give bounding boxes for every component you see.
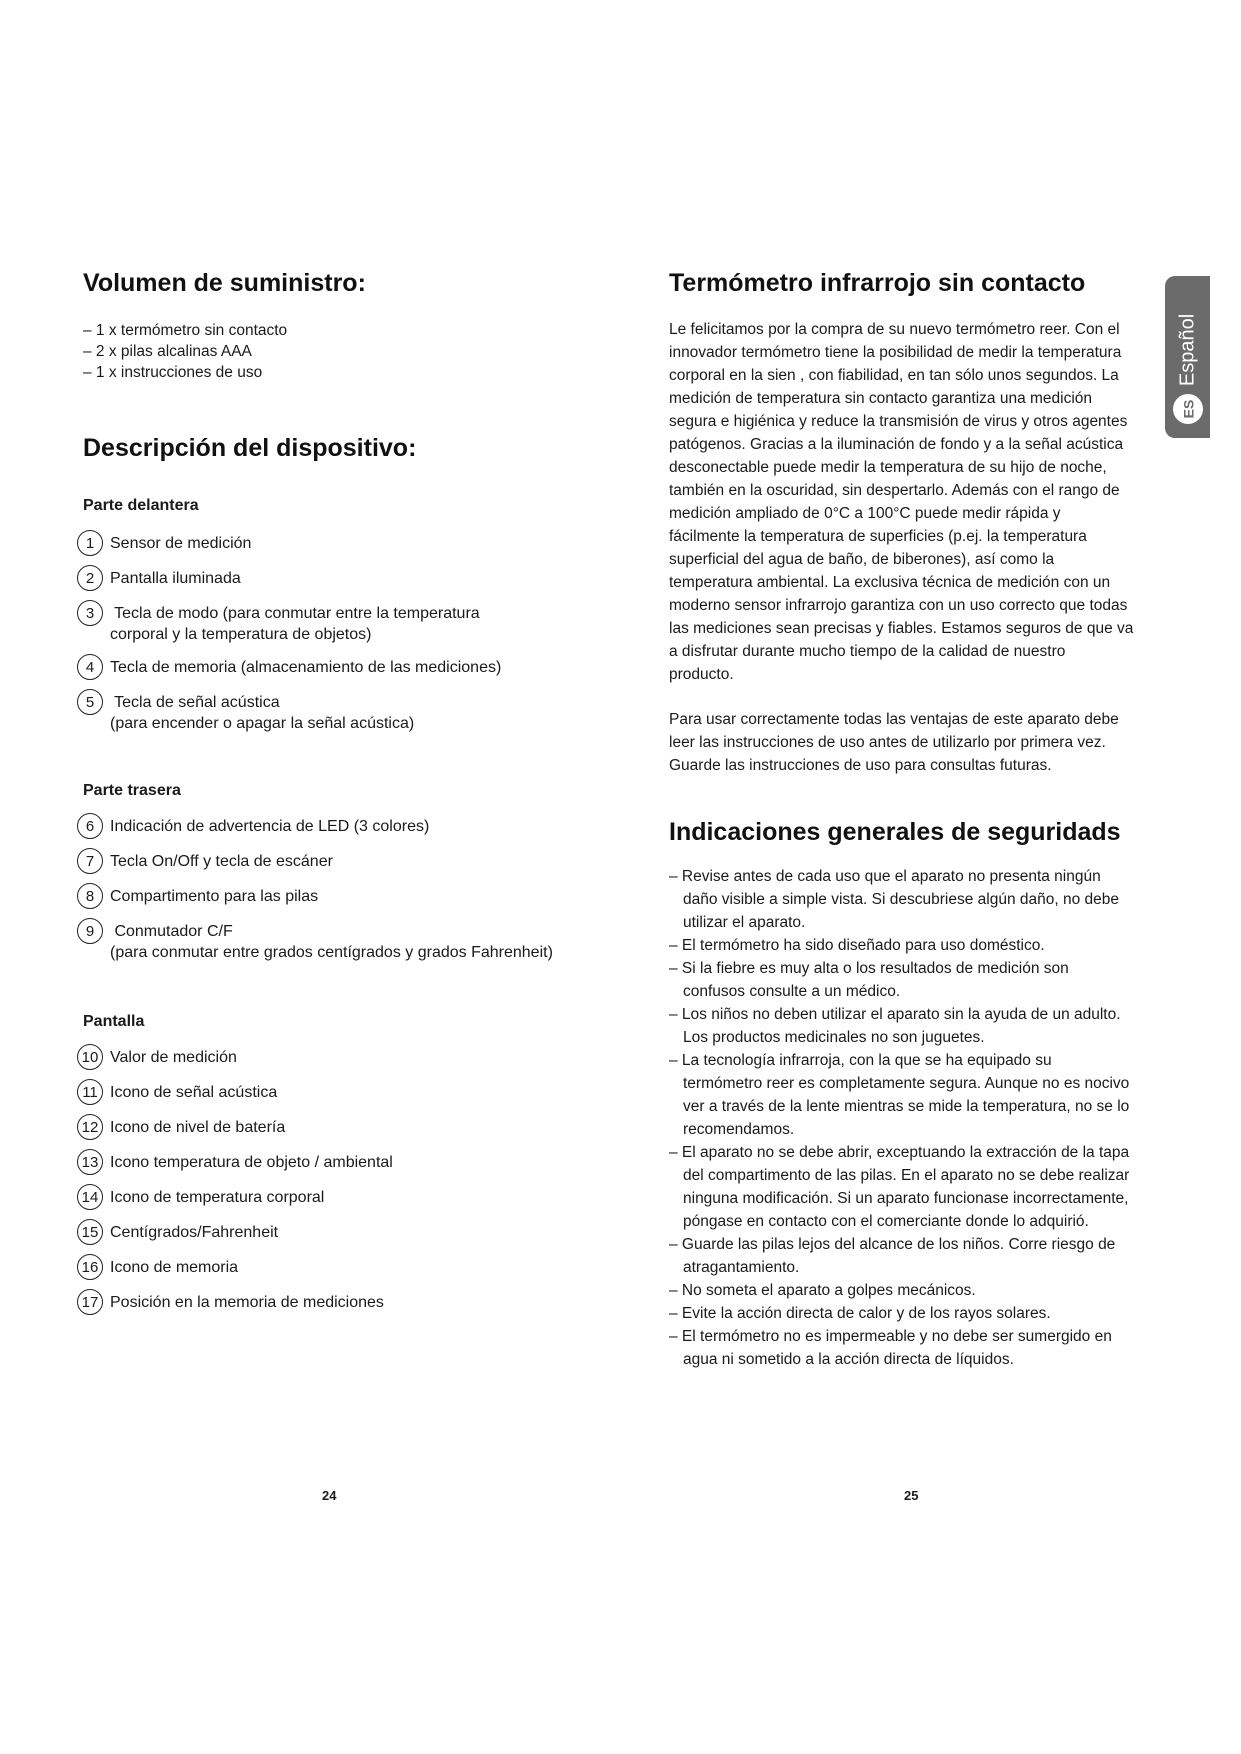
page-number-left: 24 <box>322 1488 337 1503</box>
number-badge: 17 <box>77 1289 103 1315</box>
list-item: – Si la fiebre es muy alta o los resultados de medición son confusos consulte a un médico. <box>669 960 1069 1000</box>
list-item <box>83 1082 603 1105</box>
supply-title: Volumen de suministro: <box>83 269 366 297</box>
number-badge: 12 <box>77 1114 103 1140</box>
page-number-right: 25 <box>904 1488 919 1503</box>
item-text: Conmutador C/F <box>110 923 233 940</box>
intro-title: Termómetro infrarrojo sin contacto <box>669 269 1086 297</box>
language-tab <box>1165 276 1210 438</box>
right-page <box>669 268 1134 1371</box>
list-item: – 1 x termómetro sin contacto <box>83 322 288 339</box>
list-item <box>83 816 603 839</box>
item-text: (para encender o apagar la señal acústica) <box>110 715 415 732</box>
list-item <box>83 1257 603 1280</box>
back-subtitle: Parte trasera <box>83 782 181 799</box>
list-item <box>83 603 603 645</box>
list-item <box>83 1047 603 1070</box>
list-item <box>83 921 603 963</box>
left-page <box>83 268 603 1327</box>
number-badge: 9 <box>77 918 103 944</box>
item-text: Icono de señal acústica <box>110 1084 278 1101</box>
item-text: Sensor de medición <box>110 535 252 552</box>
language-tab-label: Español <box>1176 313 1198 387</box>
number-badge: 10 <box>77 1044 103 1070</box>
list-item <box>83 1187 603 1210</box>
item-text: Compartimento para las pilas <box>110 888 319 905</box>
intro-paragraph: Le felicitamos por la compra de su nuevo termómetro reer. Con el innovador termómetro tiene la posibilidad de medir la temperatura corporal en la sien , con fiabilidad, en tan sólo unos segundos. La medición de temperatura sin contacto garantiza una medición segura e higiénica y reduce la transmisión de virus y otros agentes patógenos. Gracias a la iluminación de fondo y a la señal acústica desconectable puede medir la temperatura de su hijo de noche, también en la oscuridad, sin despertarlo. Además con el rango de medición ampliado de 0°C a 100°C puede medir rápida y fácilmente la temperatura de superficies (p.ej. la temperatura superficial del agua de baño, de biberones), así como la temperatura ambiental. La exclusiva técnica de medición con un moderno sensor infrarrojo garantiza con un uso correcto que todas las mediciones sean precisas y fiables. Estamos seguros de que va a disfrutar durante mucho tiempo de la calidad de nuestro producto. <box>669 321 1134 683</box>
item-text: Tecla On/Off y tecla de escáner <box>110 853 333 870</box>
item-text: Icono de temperatura corporal <box>110 1189 325 1206</box>
number-badge: 7 <box>77 848 103 874</box>
list-item: – No someta el aparato a golpes mecánicos. <box>669 1282 976 1299</box>
language-code: ES <box>1180 399 1196 419</box>
list-item <box>83 692 603 734</box>
item-text: corporal y la temperatura de objetos) <box>110 626 372 643</box>
description-title: Descripción del dispositivo: <box>83 434 417 462</box>
item-text: Pantalla iluminada <box>110 570 241 587</box>
number-badge: 1 <box>77 530 103 556</box>
list-item <box>83 886 603 909</box>
list-item: – 1 x instrucciones de uso <box>83 364 263 381</box>
number-badge: 15 <box>77 1219 103 1245</box>
number-badge: 6 <box>77 813 103 839</box>
list-item <box>83 533 603 556</box>
number-badge: 14 <box>77 1184 103 1210</box>
front-subtitle: Parte delantera <box>83 497 199 514</box>
item-text: Indicación de advertencia de LED (3 colores) <box>110 818 430 835</box>
number-badge: 8 <box>77 883 103 909</box>
number-badge: 2 <box>77 565 103 591</box>
number-badge: 5 <box>77 689 103 715</box>
item-text: Centígrados/Fahrenheit <box>110 1224 279 1241</box>
list-item: – El termómetro no es impermeable y no debe ser sumergido en agua ni sometido a la acción directa de líquidos. <box>669 1328 1112 1368</box>
supply-list <box>83 320 603 383</box>
back-parts-list <box>83 816 603 963</box>
item-text: Icono de memoria <box>110 1259 239 1276</box>
list-item: – Los niños no deben utilizar el aparato sin la ayuda de un adulto. Los productos medicinales no son juguetes. <box>669 1006 1121 1046</box>
number-badge: 16 <box>77 1254 103 1280</box>
list-item <box>83 851 603 874</box>
list-item: – 2 x pilas alcalinas AAA <box>83 343 252 360</box>
item-text: Icono de nivel de batería <box>110 1119 286 1136</box>
list-item <box>83 1117 603 1140</box>
display-subtitle: Pantalla <box>83 1013 145 1030</box>
item-text: (para conmutar entre grados centígrados y grados Fahrenheit) <box>110 944 553 961</box>
number-badge: 3 <box>77 600 103 626</box>
list-item: – Guarde las pilas lejos del alcance de los niños. Corre riesgo de atragantamiento. <box>669 1236 1116 1276</box>
list-item <box>83 1292 603 1315</box>
safety-list <box>669 865 1134 1371</box>
item-text: Valor de medición <box>110 1049 237 1066</box>
list-item: – Revise antes de cada uso que el aparato no presenta ningún daño visible a simple vista. Si descubriese algún daño, no debe utilizar el aparato. <box>669 868 1119 931</box>
list-item: – El aparato no se debe abrir, exceptuando la extracción de la tapa del compartimento de las pilas. En el aparato no se debe realizar ninguna modificación. Si un aparato funcionase incorrectamente, póngase en contacto con el comerciante donde lo adquirió. <box>669 1144 1130 1230</box>
item-text: Tecla de modo (para conmutar entre la temperatura <box>110 605 480 622</box>
list-item <box>83 1222 603 1245</box>
number-badge: 11 <box>77 1079 103 1105</box>
list-item <box>83 1152 603 1175</box>
list-item <box>83 657 603 680</box>
language-code-badge <box>1173 394 1203 424</box>
number-badge: 4 <box>77 654 103 680</box>
item-text: Tecla de señal acústica <box>110 694 280 711</box>
safety-title: Indicaciones generales de seguridads <box>669 818 1121 846</box>
list-item: – Evite la acción directa de calor y de los rayos solares. <box>669 1305 1051 1322</box>
item-text: Tecla de memoria (almacenamiento de las mediciones) <box>110 659 502 676</box>
item-text: Posición en la memoria de mediciones <box>110 1294 384 1311</box>
number-badge: 13 <box>77 1149 103 1175</box>
list-item <box>83 568 603 591</box>
front-parts-list <box>83 533 603 734</box>
list-item: – La tecnología infrarroja, con la que se ha equipado su termómetro reer es completamente segura. Aunque no es nocivo ver a través de la lente mientras se mide la temperatura, no se lo recomendamos. <box>669 1052 1130 1138</box>
intro-paragraph: Para usar correctamente todas las ventajas de este aparato debe leer las instrucciones de uso antes de utilizarlo por primera vez. Guarde las instrucciones de uso para consultas futuras. <box>669 711 1119 774</box>
item-text: Icono temperatura de objeto / ambiental <box>110 1154 393 1171</box>
display-parts-list <box>83 1047 603 1315</box>
list-item: – El termómetro ha sido diseñado para uso doméstico. <box>669 937 1045 954</box>
